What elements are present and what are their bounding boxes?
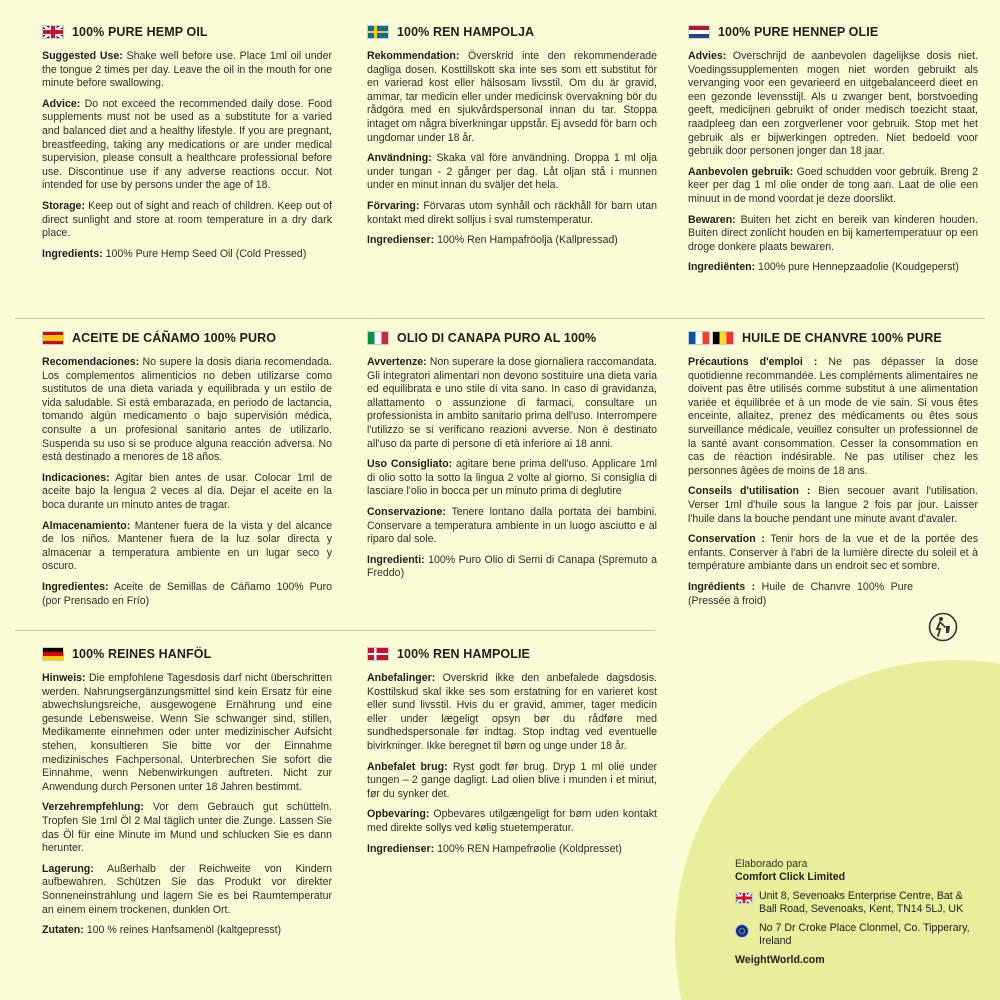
storage: Conservation : Tenir hors de la vue et de la portée des enfants. Conserver à l'abri de la lumière directe du soleil et à température ambiante dans un endroit sec et sombre. (688, 533, 978, 573)
section-spanish (42, 328, 332, 615)
denmark-flag-icon (367, 647, 389, 661)
ingredients: Ingredienti: 100% Puro Olio di Semi di Canapa (Spremuto a Freddo) (367, 553, 657, 580)
section-header (688, 328, 978, 348)
storage: Förvaring: Förvaras utom synhåll och räckhåll för barn utan kontakt med direkt solljus i sval rumstemperatur. (367, 199, 657, 226)
storage: Lagerung: Außerhalb der Reichweite von Kindern aufbewahren. Schützen Sie das Produkt vor direkter Sonneneinstrahlung und lagern Sie es bei Raumtemperatur an einem einem trockenen, dunklen Ort. (42, 862, 332, 916)
recommended-use: Uso Consigliato: agitare bene prima dell'uso. Applicare 1ml di olio sotto la sotto la lingua 2 volte al giorno. Si consiglia di lasciare l'olio in bocca per un minuto prima di deglutire (367, 458, 657, 498)
france-flag-icon (688, 331, 710, 345)
section-header (367, 22, 657, 42)
section-header (42, 644, 332, 664)
section-title: OLIO DI CANAPA PURO AL 100% (397, 331, 597, 345)
consumption-recommendation: Verzehrempfehlung: Vor dem Gebrauch gut schütteln. Tropfen Sie 1ml Öl 2 Mal täglich unter die Zunge. Lassen Sie das Öl für eine Minute im Mund und schlucken Sie es dann herunter. (42, 801, 332, 855)
eu-flag-icon (735, 924, 749, 938)
netherlands-flag-icon (688, 25, 710, 39)
recommendations: Recomendaciones: No supere la dosis diaria recomendada. Los complementos alimenticios no deben utilizarse como sustitutos de una dieta variada y equilibrada y un estilo de vida saludable. Si está embarazada, en periodo de lactancia, tomando algún medicamento o bajo supervisión médica, consulte a un profesional sanitario antes de utilizarlo. Suspenda su uso si se produce alguna reacción adversa. No está destinado a menores de 18 años. (42, 356, 332, 464)
recommended-use: Aanbevolen gebruik: Goed schudden voor gebruik. Breng 2 keer per dag 1 ml olie onder de tong aan. Laat de olie een minuut in de mond voordat je deze doorslikt. (688, 165, 978, 205)
tidyman-recycle-icon (928, 612, 958, 642)
ingredients: Ingredients: 100% Pure Hemp Seed Oil (Cold Pressed) (42, 247, 307, 260)
ingredients: Ingredienser: 100% Ren Hampafröolja (Kallpressad) (367, 234, 618, 247)
usage: Användning: Skaka väl före användning. Droppa 1 ml olja under tungan - 2 gånger per dag. Låt oljan stå i munnen under en minut innan du sväljer det hela. (367, 152, 657, 192)
storage: Conservazione: Tenere lontano dalla portata dei bambini. Conservare a temperatura ambiente in un luogo asciutto e al riparo dal sole. (367, 505, 657, 546)
row-divider (15, 318, 985, 319)
manufacturer-info (735, 858, 975, 967)
company-name: Comfort Click Limited (735, 871, 846, 883)
recommendations: Anbefalinger: Overskrid ikke den anbefalede dagsdosis. Kosttilskud skal ikke ses som erstatning for en varieret kost eller sund livsstil. Hvis du er gravid, ammer, tager medicin eller under lægeligt opsyn bør du rådføre med sundhedspersonale før indtag. Stop indtag ved eventuelle bivirkninger. Ikke beregnet til børn og unge under 18 år. (367, 672, 657, 752)
precautions: Précautions d'emploi : Ne pas dépasser la dose quotidienne recommandée. Les compléments alimentaires ne doivent pas être utilisés comme substitut à une alimentation variée et équilibrée et à un mode de vie sain. Si vous êtes enceinte, allaitez, prenez des médicaments ou êtes sous surveillance médicale, veuillez consulter un professionnel de la santé avant consommation. Cesser la consommation en cas de réaction indésirable. Ne pas utiliser chez les personnes âgées de moins de 18 ans. (688, 356, 979, 477)
section-german (42, 644, 332, 945)
recommended-use: Anbefalet brug: Ryst godt før brug. Dryp 1 ml olie under tungen – 2 gange dagligt. Lad olien blive i munden i et minut, før du synker det. (367, 760, 657, 800)
uk-flag-icon (735, 892, 753, 904)
section-title: 100% PURE HENNEP OLIE (718, 25, 879, 39)
germany-flag-icon (42, 647, 64, 661)
italy-flag-icon (367, 331, 389, 345)
section-dutch (688, 22, 978, 282)
section-title: 100% REN HAMPOLJA (397, 25, 535, 39)
spain-flag-icon (42, 331, 64, 345)
advice: Advies: Overschrijd de aanbevolen dagelijkse dosis niet. Voedingssupplementen mogen niet worden gebruikt als vervanging voor een gevarieerd en uitgebalanceerd dieet en een gezonde levensstijl. Als u zwanger bent, borstvoeding geeft, medicijnen gebruikt of onder medisch toezicht staat, raadpleeg dan een zorgverlener voor gebruik. Stop met het gebruik als er bijwerkingen optreden. Niet bedoeld voor gebruik door personen jonger dan 18 jaar. (688, 50, 978, 158)
section-title: 100% PURE HEMP OIL (72, 25, 208, 39)
section-title: ACEITE DE CÁÑAMO 100% PURO (72, 331, 277, 345)
storage: Storage: Keep out of sight and reach of children. Keep out of direct sunlight and store at room temperature in a dry dark place. (42, 199, 332, 240)
advice: Advice: Do not exceed the recommended daily dose. Food supplements must not be used as a substitute for a varied and balanced diet and a healthy lifestyle. If you are pregnant, breastfeeding, taking any medications or are under medical supervision, please consult a healthcare professional before use. Discontinue use if any adverse reactions occur. Not intended for use by persons under the age of 18. (42, 97, 332, 192)
ireland-address: No 7 Dr Croke Place Clonmel, Co. Tipperary, Ireland (735, 922, 975, 948)
usage-advice: Conseils d'utilisation : Bien secouer avant l'utilisation. Verser 1ml d'huile sous la langue 2 fois par jour. Laisser l'huile dans la bouche pendant une minute avant d'avaler. (688, 485, 978, 525)
section-danish (367, 644, 657, 863)
warnings: Avvertenze: Non superare la dose giornaliera raccomandata. Gli integratori alimentari non devono sostituire una dieta varia ed equilibrata e uno stile di vita sano. In caso di gravidanza, allattamento o assunzione di farmaci, consultare un professionista in ambito sanitario prima dell'uso. Interrompere l'utilizzo se si verificano reazioni avverse. Non è destinato all'uso da parte di persone di età inferiore ai 18 anni. (367, 356, 657, 450)
ingredients: Ingrédients : Huile de Chanvre 100% Pure (Pressée à froid) (688, 580, 914, 607)
section-header (367, 644, 657, 664)
uk-address: Unit 8, Sevenoaks Enterprise Centre, Bat & Ball Road, Sevenoaks, Kent, TN14 5LJ, UK (735, 890, 975, 916)
section-english (42, 22, 332, 268)
section-french (688, 328, 978, 615)
sweden-flag-icon (367, 25, 389, 39)
website: WeightWorld.com (735, 954, 825, 966)
storage: Bewaren: Buiten het zicht en bereik van kinderen houden. Buiten direct zonlicht houden en bij kamertemperatuur op een droge donkere plaats bewaren. (688, 213, 978, 253)
section-italian (367, 328, 657, 588)
ingredients: Zutaten: 100 % reines Hanfsamenöl (kaltgepresst) (42, 924, 282, 937)
ingredients: Ingrediënten: 100% pure Hennepzaadolie (Koudgeperst) (688, 261, 959, 274)
directions: Indicaciones: Agitar bien antes de usar. Colocar 1ml de aceite bajo la lengua 2 veces al día. Dejar el aceite en la boca durante un minuto antes de tragar. (42, 471, 332, 511)
section-title: HUILE DE CHANVRE 100% PURE (742, 331, 942, 345)
section-title: 100% REN HAMPOLIE (397, 647, 530, 661)
suggested-use: Suggested Use: Shake well before use. Place 1ml oil under the tongue 2 times per day. Leave the oil in the mouth for one minute before swallowing. (42, 50, 332, 90)
ingredients: Ingredienser: 100% REN Hampefrøolie (Koldpresset) (367, 842, 622, 855)
section-header (367, 328, 657, 348)
ingredients: Ingredientes: Aceite de Semillas de Cáñamo 100% Puro (por Prensado en Frío) (42, 580, 332, 607)
section-title: 100% REINES HANFÖL (72, 647, 212, 661)
section-header (42, 328, 332, 348)
row-divider (15, 630, 655, 631)
belgium-flag-icon (712, 331, 734, 345)
storage: Almacenamiento: Mantener fuera de la vista y del alcance de los niños. Mantener fuera de la luz solar directa y almacenar a temperatura ambiente en un lugar seco y oscuro. (42, 519, 332, 573)
recommendation: Rekommendation: Överskrid inte den rekommenderade dagliga dosen. Kosttillskott ska inte ses som ett substitut för en varierad kost eller hälsosam livsstil. Om du är gravid, ammar, tar medicin eller under medicinsk övervakning bör du rådgöra med en sjukvårdspersonal innan du tar. Stoppa intaget om några biverkningar uppstår. Ej avsedd för barn och ungdomar under 18 år. (367, 50, 657, 144)
section-header (42, 22, 332, 42)
section-swedish (367, 22, 657, 255)
section-header (688, 22, 978, 42)
made-for-label: Elaborado para (735, 858, 808, 870)
uk-flag-icon (42, 25, 64, 39)
notice: Hinweis: Die empfohlene Tagesdosis darf nicht überschritten werden. Nahrungsergänzungsmittel sind kein Ersatz für eine abwechslungsreiche, ausgewogene Ernährung und eine gesunde Lebensweise. Wenn Sie schwanger sind, stillen, Medikamente einnehmen oder unter medizinischer Aufsicht stehen, konsultieren Sie bitte vor der Einnahme medizinisches Fachpersonal. Unterbrechen Sie sofort die Einnahme, wenn Nebenwirkungen auftreten. Nicht zur Anwendung durch Personen unter 18 Jahren bestimmt. (42, 672, 332, 793)
storage: Opbevaring: Opbevares utilgængeligt for børn uden kontakt med direkte sollys ved kølig stuetemperatur. (367, 808, 657, 834)
